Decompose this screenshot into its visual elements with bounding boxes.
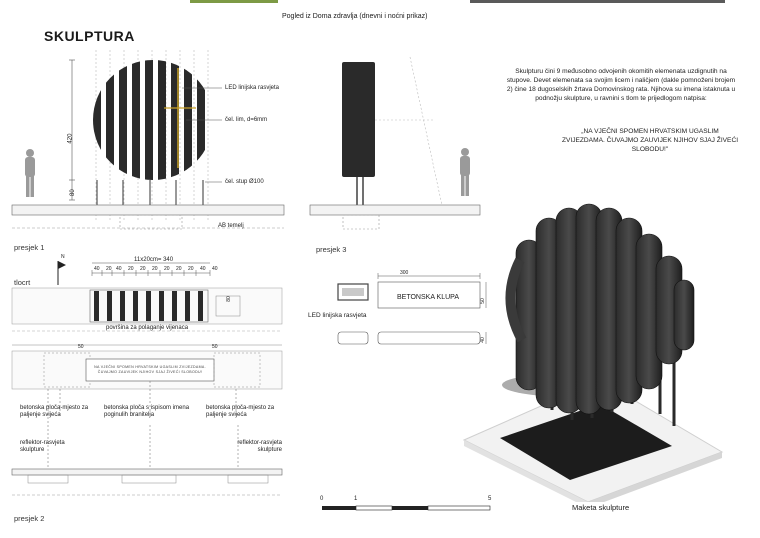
plan-side-dim: 80	[225, 296, 232, 302]
label-right-slab: betonska ploča-mjesto za paljenje svijeća	[206, 405, 275, 419]
plan-drawing	[0, 255, 300, 525]
memorial-plate-text: NA VJEČNI SPOMEN HRVATSKIM UGASLIM ZVIJEZDAMA. ČUVAJMO ZAUVIJEK NJIHOV SJAJ ŽIVEĆI SLOBODU!	[94, 365, 206, 375]
dim-spacing: 20	[128, 266, 134, 272]
bench-led-label: LED linijska rasvjeta	[308, 312, 367, 319]
view-caption: Pogled iz Doma zdravlja (dnevni i noćni prikaz)	[282, 13, 428, 20]
section2-label: presjek 2	[14, 514, 45, 523]
dim-spacing: 20	[140, 266, 146, 272]
callout-foundation: AB temelj	[218, 223, 244, 229]
plan-total-dim: 11x20cm= 340	[134, 257, 174, 263]
dim-spacing: 20	[152, 266, 158, 272]
scale-tick-0: 0	[320, 496, 324, 502]
scale-tick-1: 1	[354, 496, 358, 502]
header-accent-bar	[190, 0, 278, 3]
sculpture-model-photo	[460, 190, 730, 502]
bench-title: BETONSKA KLUPA	[397, 294, 459, 301]
human-figure	[25, 149, 35, 197]
bench-height-dim: 40	[479, 337, 486, 343]
page-title: SKULPTURA	[44, 28, 135, 44]
section1-label: presjek 1	[14, 243, 45, 252]
dim-spacing: 40	[94, 266, 100, 272]
north-mark: N	[61, 254, 65, 260]
section1-drawing	[0, 40, 300, 260]
bench-width-dim: 300	[400, 270, 409, 276]
dim-spacing: 40	[116, 266, 122, 272]
dim-spacing: 40	[200, 266, 206, 272]
dim-spacing: 20	[106, 266, 112, 272]
section1-height-dim: 420	[67, 133, 74, 144]
dim-spacing: 20	[188, 266, 194, 272]
label-left-slab: betonska ploča-mjesto za paljenje svijeća	[20, 405, 89, 419]
section1-base-dim: 80	[69, 189, 76, 196]
plan-left-dim: 50	[78, 344, 84, 350]
sculpture-inscription: „NA VJEČNI SPOMEN HRVATSKIM UGASLIM ZVIJEZDAMA. ČUVAJMO ZAUVIJEK NJIHOV SJAJ ŽIVEĆI SLOBODU!"	[561, 128, 739, 153]
model-caption: Maketa skulpture	[572, 503, 630, 512]
section3-label: presjek 3	[316, 245, 347, 254]
header-dark-bar	[470, 0, 725, 3]
label-right-reflector: reflektor-rasvjeta skulpture	[237, 440, 282, 454]
bench-depth-dim: 50	[479, 298, 486, 304]
dim-spacing: 20	[176, 266, 182, 272]
plan-right-dim: 50	[212, 344, 218, 350]
callout-steel-sheet: čel. lim, d=6mm	[225, 117, 268, 123]
sculpture-description: Skulpturu čini 9 međusobno odvojenih okomitih elemenata uzdignutih na stupove. Devet elemenata sa svojim licem i naličjem (dakle pomnoženi brojem 2) čine 18 dugoselskih žrtava Domovinskog rata. Njihova su imena istaknuta u podnožju skulpture, u ravnini s tlom te prijedlogom natpisa:	[506, 68, 736, 102]
label-center-slab: betonska ploča s ispisom imena poginulih branitelja	[104, 405, 190, 419]
scale-tick-5: 5	[488, 496, 492, 502]
label-left-reflector: reflektor-rasvjeta skulpture	[20, 440, 65, 454]
plan-label: tlocrt	[14, 278, 31, 287]
dim-spacing: 20	[164, 266, 170, 272]
callout-steel-post: čel. stup Ø100	[225, 179, 264, 185]
wreath-area-label: površina za polaganje vijenaca	[106, 325, 189, 331]
dim-spacing: 40	[212, 266, 218, 272]
callout-led: LED linijska rasvjeta	[225, 85, 280, 91]
human-figure-right	[460, 148, 470, 196]
scale-bar	[318, 503, 494, 515]
